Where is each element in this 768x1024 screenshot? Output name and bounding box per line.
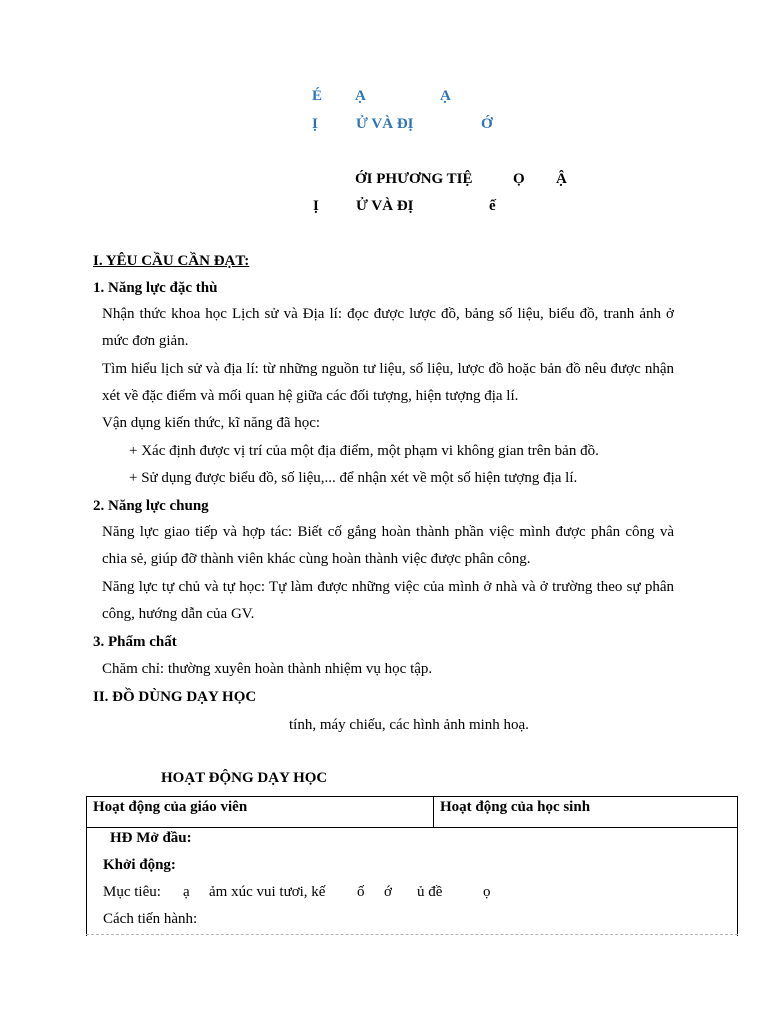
activities-table xyxy=(86,796,738,936)
bullet-item: + Xác định được vị trí của một địa điểm, một phạm vi không gian trên bản đồ. xyxy=(129,443,599,459)
muc-tieu-fragment: ọ xyxy=(483,884,491,900)
paragraph: Năng lực giao tiếp và hợp tác: Biết cố gắng hoàn thành phần việc mình được phân công và chia sẻ, giúp đỡ thành viên khác cùng hoàn thành việc được phân công. xyxy=(102,524,674,567)
section-heading: I. YÊU CẦU CẦN ĐẠT: xyxy=(93,253,250,269)
muc-tieu-fragment: ảm xúc vui tươi, kế xyxy=(209,884,326,900)
header-fragment: Ạ xyxy=(440,88,451,104)
lesson-title-fragment: Ử VÀ ĐỊ xyxy=(356,198,414,214)
muc-tieu-label: Mục tiêu: xyxy=(103,884,161,900)
lesson-title-fragment: Ậ xyxy=(556,171,567,187)
activity-heading: HĐ Mở đầu: xyxy=(110,830,192,846)
equipment-line: tính, máy chiếu, các hình ảnh minh hoạ. xyxy=(289,717,529,733)
muc-tieu-fragment: ớ xyxy=(384,884,392,900)
page-break-line xyxy=(86,934,738,935)
table-header-student: Hoạt động của học sinh xyxy=(434,797,738,828)
paragraph: Nhận thức khoa học Lịch sử và Địa lí: đọc được lược đồ, bảng số liệu, biểu đồ, tranh ảnh ở mức đơn giản. xyxy=(102,306,674,349)
muc-tieu-fragment: ạ xyxy=(183,884,190,900)
section-heading: HOẠT ĐỘNG DẠY HỌC xyxy=(161,770,328,786)
header-fragment: Ớ xyxy=(481,116,493,132)
activity-subheading: Khởi động: xyxy=(103,857,176,873)
subsection-heading: 3. Phẩm chất xyxy=(93,634,177,650)
header-fragment: Ị xyxy=(312,116,318,132)
cach-tien-hanh-label: Cách tiến hành: xyxy=(103,911,198,927)
header-fragment: Ạ xyxy=(355,88,366,104)
muc-tieu-fragment: ố xyxy=(357,884,365,900)
muc-tieu-fragment: ủ đề xyxy=(417,884,443,900)
lesson-title-fragment: Ọ xyxy=(513,171,525,187)
lesson-title-fragment: Ị xyxy=(313,198,319,214)
table-header-row xyxy=(87,797,738,828)
header-fragment: É xyxy=(312,88,323,104)
paragraph: Tìm hiểu lịch sử và địa lí: từ những nguồn tư liệu, số liệu, lược đồ hoặc bản đồ nêu được nhận xét về đặc điểm và mối quan hệ giữa các đối tượng, hiện tượng địa lí. xyxy=(102,361,674,404)
table-row xyxy=(87,828,738,937)
bullet-item: + Sử dụng được biểu đồ, số liệu,... để nhận xét về một số hiện tượng địa lí. xyxy=(129,470,578,486)
lesson-title-fragment: ỚI PHƯƠNG TIỆ xyxy=(355,171,473,187)
subsection-heading: 2. Năng lực chung xyxy=(93,498,209,514)
section-heading: II. ĐỒ DÙNG DẠY HỌC xyxy=(93,689,257,705)
lesson-title-fragment: ế xyxy=(489,198,496,214)
table-cell xyxy=(87,828,738,937)
subsection-heading: 1. Năng lực đặc thù xyxy=(93,280,218,296)
paragraph: Năng lực tự chủ và tự học: Tự làm được những việc của mình ở nhà và ở trường theo sự phân công, hướng dẫn của GV. xyxy=(102,579,674,622)
paragraph: Chăm chỉ: thường xuyên hoàn thành nhiệm vụ học tập. xyxy=(102,661,433,677)
paragraph: Vận dụng kiến thức, kĩ năng đã học: xyxy=(102,415,321,431)
table-header-teacher: Hoạt động của giáo viên xyxy=(87,797,434,828)
header-fragment: Ử VÀ ĐỊ xyxy=(356,116,414,132)
